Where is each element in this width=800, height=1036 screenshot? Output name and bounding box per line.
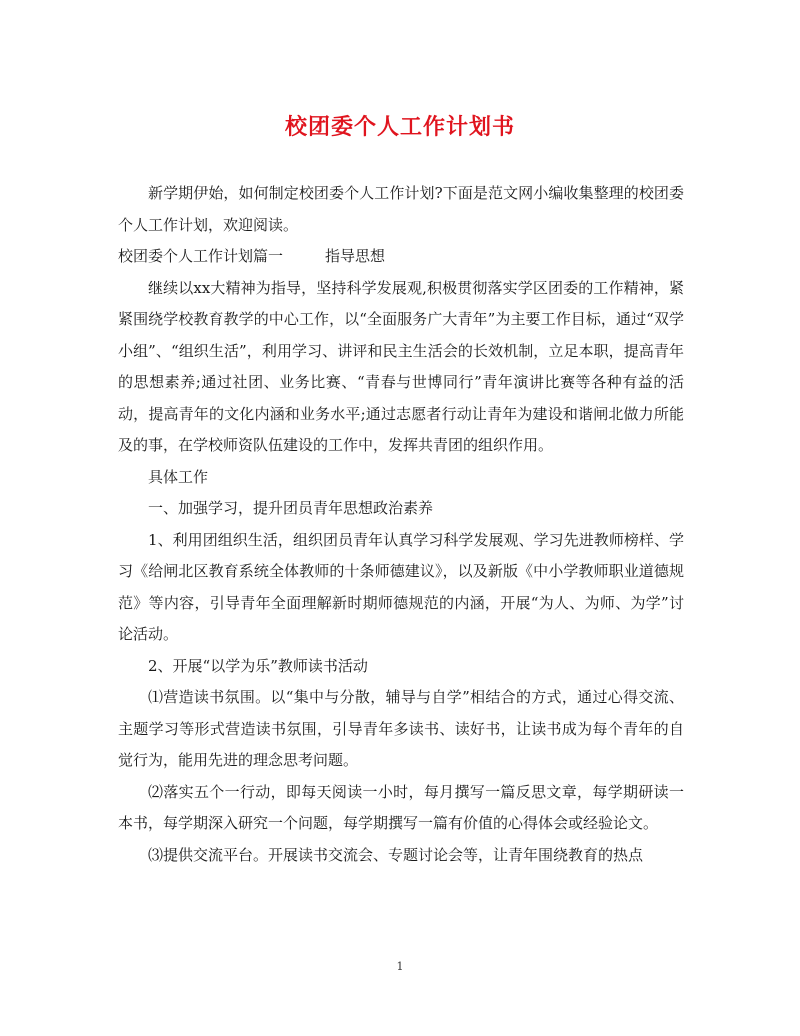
sub-item-3: ⑶提供交流平台。开展读书交流会、专题讨论会等，让青年围绕教育的热点 xyxy=(148,845,644,864)
item-one-heading: 一、加强学习，提升团员青年思想政治素养 xyxy=(148,499,434,517)
intro-paragraph: 新学期伊始，如何制定校团委个人工作计划?下面是范文网小编收集整理的校团委个人工作计划，欢迎阅读。 xyxy=(118,184,684,234)
document-title: 校团委个人工作计划书 xyxy=(284,114,515,140)
sub-item-2: ⑵落实五个一行动，即每天阅读一小时，每月撰写一篇反思文章，每学期研读一本书，每学期深入研究一个问题，每学期撰写一篇有价值的心得体会或经验论文。 xyxy=(118,782,684,832)
section-heading-subtitle: 指导思想 xyxy=(325,247,386,265)
item-one-point-2: 2、开展“以学为乐”教师读书活动 xyxy=(148,656,368,675)
section-heading xyxy=(118,241,684,273)
page-number: 1 xyxy=(396,960,404,973)
section-heading-title: 校团委个人工作计划篇一 xyxy=(118,247,284,265)
item-one-point-1: 1、利用团组织生活，组织团员青年认真学习科学发展观、学习先进教师榜样、学习《给闸北区教育系统全体教师的十条师德建议》，以及新版《中小学教师职业道德规范》等内容，引导青年全面理解新时期师德规范的内涵，开展“为人、为师、为学”讨论活动。 xyxy=(118,530,684,643)
sub-item-1: ⑴营造读书氛围。以“集中与分散，辅导与自学”相结合的方式，通过心得交流、主题学习等形式营造读书氛围，引导青年多读书、读好书，让读书成为每个青年的自觉行为，能用先进的理念思考问题。 xyxy=(118,688,684,769)
specific-work-heading: 具体工作 xyxy=(148,467,209,486)
guiding-thought-paragraph: 继续以xx大精神为指导，坚持科学发展观,积极贯彻落实学区团委的工作精神，紧紧围绕学校教育教学的中心工作，以“全面服务广大青年”为主要工作目标，通过“双学小组”、“组织生活”，利用学习、讲评和民主生活会的长效机制，立足本职，提高青年的思想素养;通过社团、业务比赛、“青春与世博同行”青年演讲比赛等各种有益的活动，提高青年的文化内涵和业务水平;通过志愿者行动让青年为建设和谐闸北做力所能及的事，在学校师资队伍建设的工作中，发挥共青团的组织作用。 xyxy=(118,278,684,454)
document-body xyxy=(118,178,684,871)
